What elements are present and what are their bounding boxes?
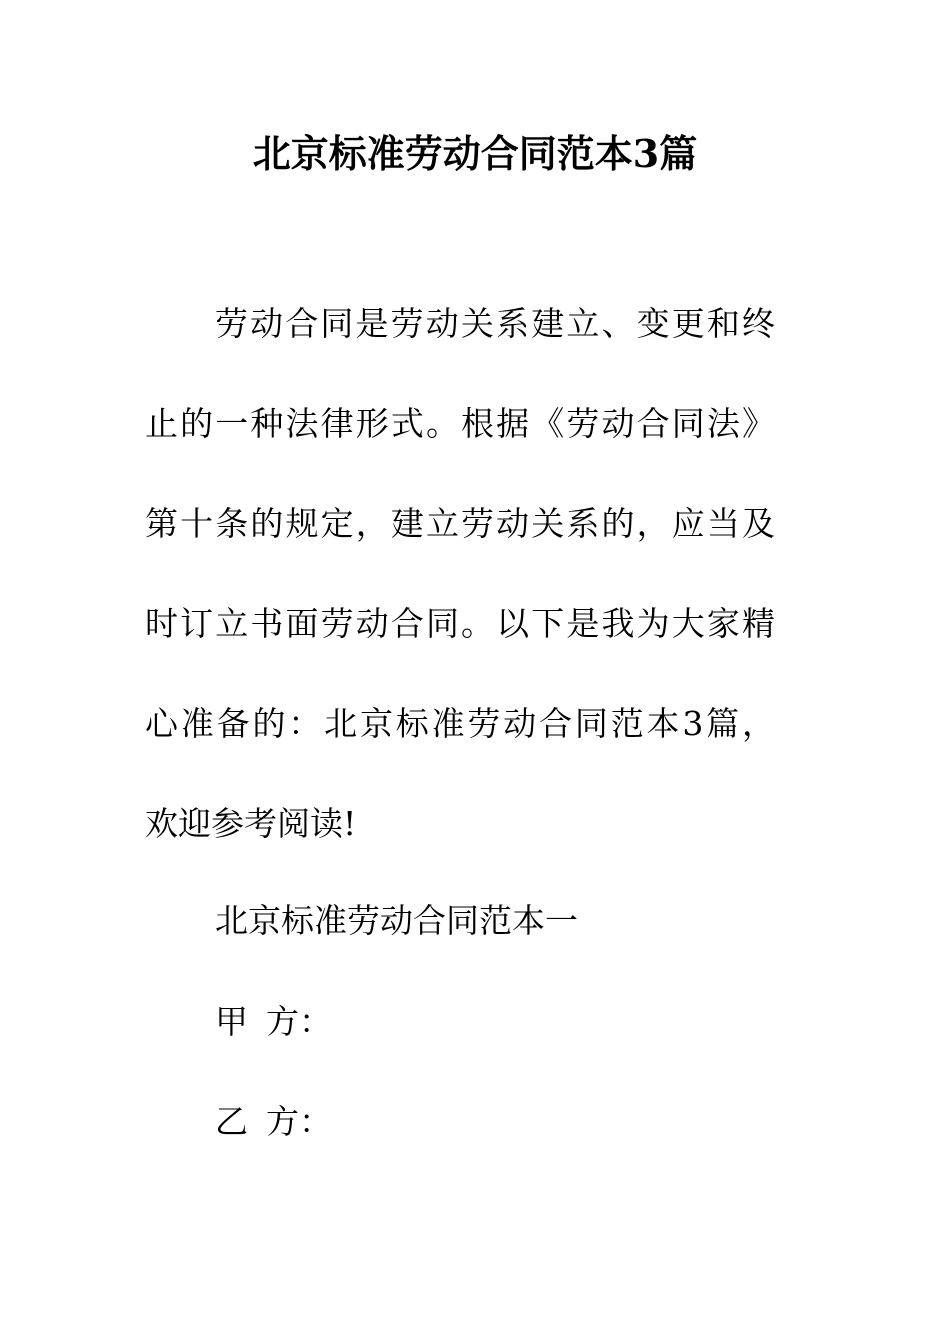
intro-line-2: 止的一种法律形式。根据《劳动合同法》 <box>145 404 775 443</box>
party-b-label-char2: 方： <box>266 1102 332 1141</box>
intro-line-3: 第十条的规定，建立劳动关系的，应当及 <box>145 504 775 543</box>
intro-line-6: 欢迎参考阅读! <box>145 804 357 843</box>
intro-line-4: 时订立书面劳动合同。以下是我为大家精 <box>145 604 775 643</box>
intro-line-5: 心准备的：北京标准劳动合同范本3篇， <box>145 704 775 743</box>
party-b-field <box>215 1098 332 1146</box>
section-heading: 北京标准劳动合同范本一 <box>215 901 578 940</box>
party-b-label-char1: 乙 <box>215 1102 248 1141</box>
party-a-label-char2: 方： <box>266 1002 332 1041</box>
party-a-field <box>215 998 332 1046</box>
intro-line-1: 劳动合同是劳动关系建立、变更和终 <box>215 304 775 343</box>
document-title: 北京标准劳动合同范本3篇 <box>252 131 698 176</box>
party-a-label-char1: 甲 <box>215 1002 248 1041</box>
